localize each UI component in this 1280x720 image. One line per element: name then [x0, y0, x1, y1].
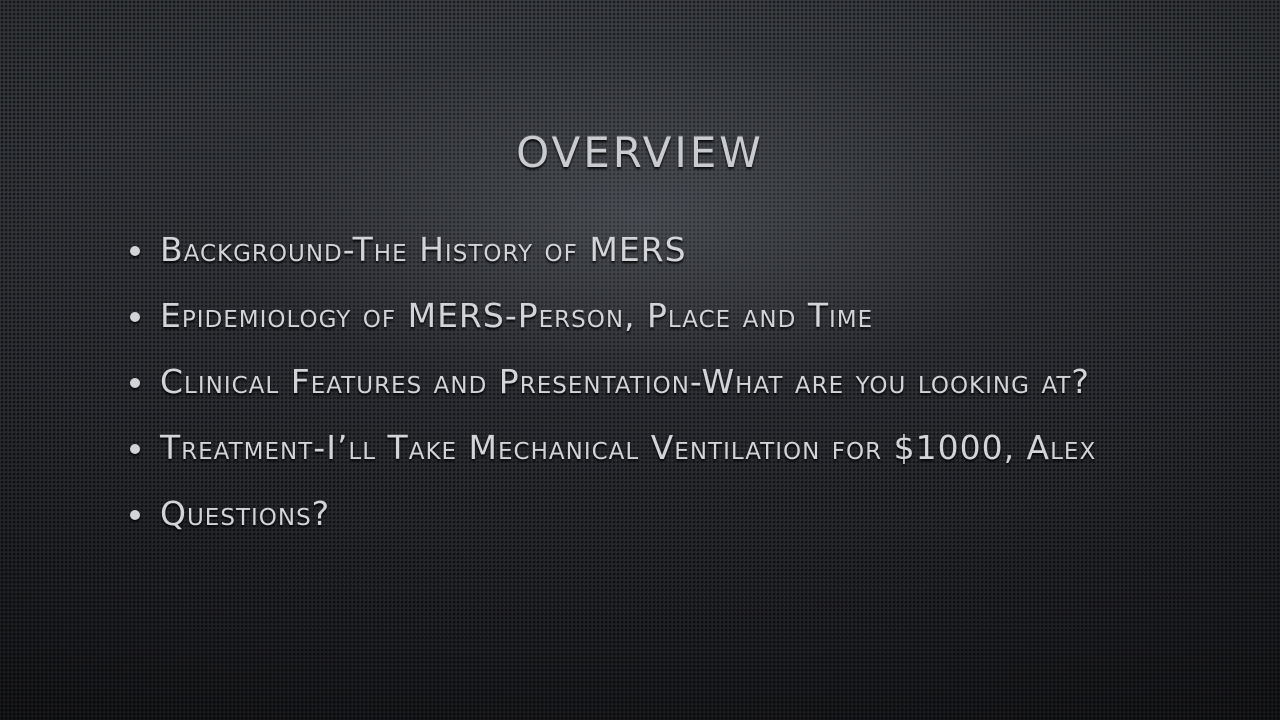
- bullet-icon: [130, 246, 140, 256]
- bullet-icon: [130, 444, 140, 454]
- bullet-item-epidemiology: [130, 294, 1130, 338]
- bullet-item-questions: [130, 492, 1130, 536]
- bullet-icon: [130, 312, 140, 322]
- bullet-list: [130, 228, 1130, 558]
- bullet-item-clinical-features: [130, 360, 1130, 404]
- slide-title: OVERVIEW: [516, 128, 764, 178]
- bullet-text: Treatment-I’ll Take Mechanical Ventilation for $1000, Alex: [160, 428, 1097, 467]
- bullet-text: Background-The History of MERS: [160, 230, 687, 269]
- bullet-item-treatment: [130, 426, 1130, 470]
- bullet-icon: [130, 510, 140, 520]
- bullet-icon: [130, 378, 140, 388]
- bullet-text: Questions?: [160, 494, 331, 533]
- bullet-text: Epidemiology of MERS-Person, Place and Time: [160, 296, 874, 335]
- bullet-text: Clinical Features and Presentation-What are you looking at?: [160, 362, 1090, 401]
- bullet-item-background: [130, 228, 1130, 272]
